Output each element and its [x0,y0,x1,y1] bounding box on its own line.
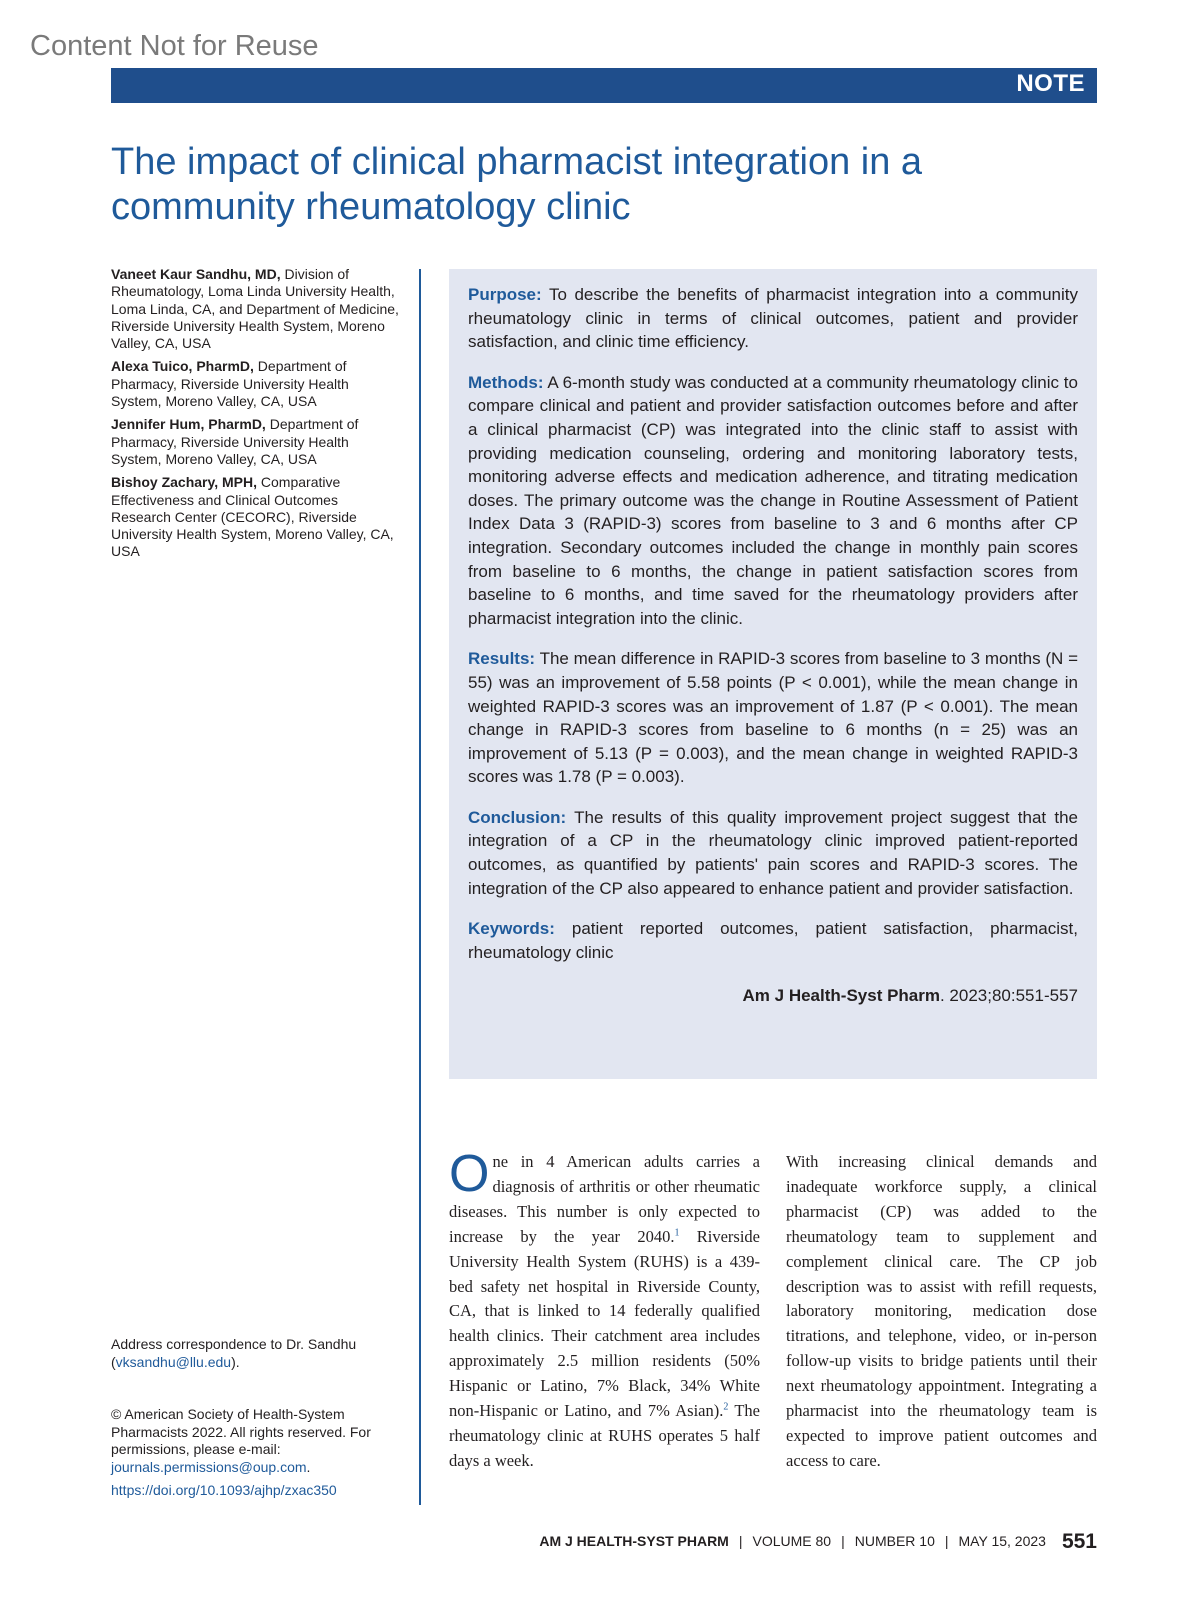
body-column-2 [786,1150,1097,1474]
body-column-1 [449,1145,760,1474]
footer-separator: | [738,1533,743,1549]
footer-number: NUMBER 10 [854,1533,935,1549]
abstract-box [449,269,1097,1079]
correspondence-email-link[interactable]: vksandhu@llu.edu [115,1353,232,1370]
copyright-paragraph [111,1406,401,1476]
doi-link[interactable]: https://doi.org/10.1093/ajhp/zxac350 [111,1482,337,1498]
footer-date: MAY 15, 2023 [958,1533,1046,1549]
page-number: 551 [1061,1530,1097,1553]
abstract-conclusion [468,806,1078,900]
correspondence-close: ). [231,1353,240,1370]
author-affiliation: Department of Pharmacy, Riverside University Health System, Moreno Valley, CA, USA [111,358,349,410]
abstract-text: patient reported outcomes, patient satisfaction, pharmacist, rheumatology clinic [468,919,1078,962]
reference-link[interactable]: 2 [723,1401,729,1413]
abstract-methods [468,371,1078,631]
abstract-heading: Keywords: [468,919,555,939]
abstract-text: The mean difference in RAPID-3 scores from baseline to 3 months (N = 55) was an improvement of 5.58 points (P < 0.001), while the mean change in weighted RAPID-3 scores was an improvement of 1.87 (P < 0.001). The mean change in RAPID-3 scores from baseline to 6 months (n = 25) was an improvement of 5.13 (P = 0.003), and the mean change in weighted RAPID-3 scores was 1.78 (P = 0.003). [468,649,1079,787]
abstract-heading: Purpose: [468,285,542,304]
abstract-text: The results of this quality improvement project suggest that the integration of a CP in the rheumatology clinic improved patient-reported outcomes, as quantified by patients' pain scores and RAPID-3 scores. The integration of the CP also appeared to enhance patient and provider satisfaction. [468,807,1078,898]
copyright-text: © American Society of Health-System Pharmacists 2022. All rights reserved. For permissions, please e-mail: [111,1406,371,1457]
author-affiliation: Division of Rheumatology, Loma Linda University Health, Loma Linda, CA, and Department of Medicine, Riverside University Health System, Moreno Valley, CA, USA [111,266,399,352]
abstract-text: A 6-month study was conducted at a community rheumatology clinic to compare clinical and patient and provider satisfaction outcomes before and after a clinical pharmacist (CP) was integrated into the clinic staff to assist with providing medication counseling, ordering and monitoring laboratory tests, monitoring adverse effects and medication adherence, and titrating medication doses. The primary outcome was the change in Routine Assessment of Patient Index Data 3 (RAPID-3) scores from baseline to 3 and 6 months after CP integration. Secondary outcomes included the change in monthly pain scores from baseline to 6 months, the change in patient satisfaction scores from baseline to 6 months, and time saved for the rheumatology providers after pharmacist integration into the clinic. [468,372,1078,628]
abstract-heading: Results: [468,649,536,669]
section-banner [111,68,1097,103]
reference-link[interactable]: 1 [674,1227,680,1239]
abstract-purpose [468,283,1078,354]
article-title: The impact of clinical pharmacist integration in a community rheumatology clinic [111,141,923,228]
abstract-results [468,647,1078,789]
abstract-keywords [468,917,1078,964]
author-name: Alexa Tuico, PharmD, [111,358,254,375]
abstract-text: To describe the benefits of pharmacist integration into a community rheumatology clinic in terms of clinical outcomes, patient and provider satisfaction, and clinic time efficiency. [468,285,1078,352]
author-name: Vaneet Kaur Sandhu, MD, [111,266,281,282]
author-entry [111,358,401,410]
drop-cap: O [449,1145,490,1203]
author-entry [111,474,401,560]
abstract-heading: Conclusion: [468,807,567,827]
footer-volume: VOLUME 80 [752,1533,832,1549]
body-text: Riverside University Health System (RUHS) is a 439-bed safety net hospital in Riverside County, CA, that is linked to 14 federally qualified health clinics. Their catchment area includes approximately 2.5 million residents (50% Hispanic or Latino, 7% Black, 34% White non-Hispanic or Latino, and 7% Asian). [449,1226,760,1421]
body-text: The rheumatology clinic at RUHS operates 5 half days a week. [449,1401,760,1470]
footer-journal: AM J HEALTH-SYST PHARM [539,1533,729,1549]
copyright-notice [111,1406,401,1500]
body-text: With increasing clinical demands and inadequate workforce supply, a clinical pharmacist (CP) was added to the rheumatology team to supplement and complement clinical care. The CP job description was to assist with refill requests, laboratory monitoring, medication dose titrations, and telephone, video, or in-person follow-up visits to bridge patients until their next rheumatology appointment. Integrating a pharmacist into the rheumatology team is expected to improve patient outcomes and access to care. [786,1152,1097,1470]
citation [468,984,1078,1008]
author-name: Bishoy Zachary, MPH, [111,474,258,491]
citation-details: . 2023;80:551-557 [939,986,1078,1006]
copyright-end: . [306,1458,311,1475]
author-entry [111,266,401,352]
column-divider [419,269,421,1505]
correspondence-text: Address correspondence to Dr. Sandhu ( [111,1336,357,1370]
author-entry [111,416,401,468]
author-name: Jennifer Hum, PharmD, [111,416,266,433]
abstract-heading: Methods: [468,372,544,392]
author-affiliation: Comparative Effectiveness and Clinical Outcomes Research Center (CECORC), Riverside University Health System, Moreno Valley, CA, USA [111,474,394,560]
body-text: ne in 4 American adults carries a diagnosis of arthritis or other rheumatic diseases. This number is only expected to increase by the year 2040. [449,1152,760,1246]
section-label: NOTE [1016,70,1085,97]
footer-separator: | [841,1533,845,1549]
watermark: Content Not for Reuse [30,30,319,62]
page-footer [539,1528,1097,1552]
correspondence [111,1336,401,1371]
author-affiliation: Department of Pharmacy, Riverside University Health System, Moreno Valley, CA, USA [111,416,359,467]
citation-journal: Am J Health-Syst Pharm [742,986,940,1006]
author-list [111,266,401,567]
footer-separator: | [944,1533,949,1549]
permissions-email-link[interactable]: journals.permissions@oup.com [111,1458,307,1475]
